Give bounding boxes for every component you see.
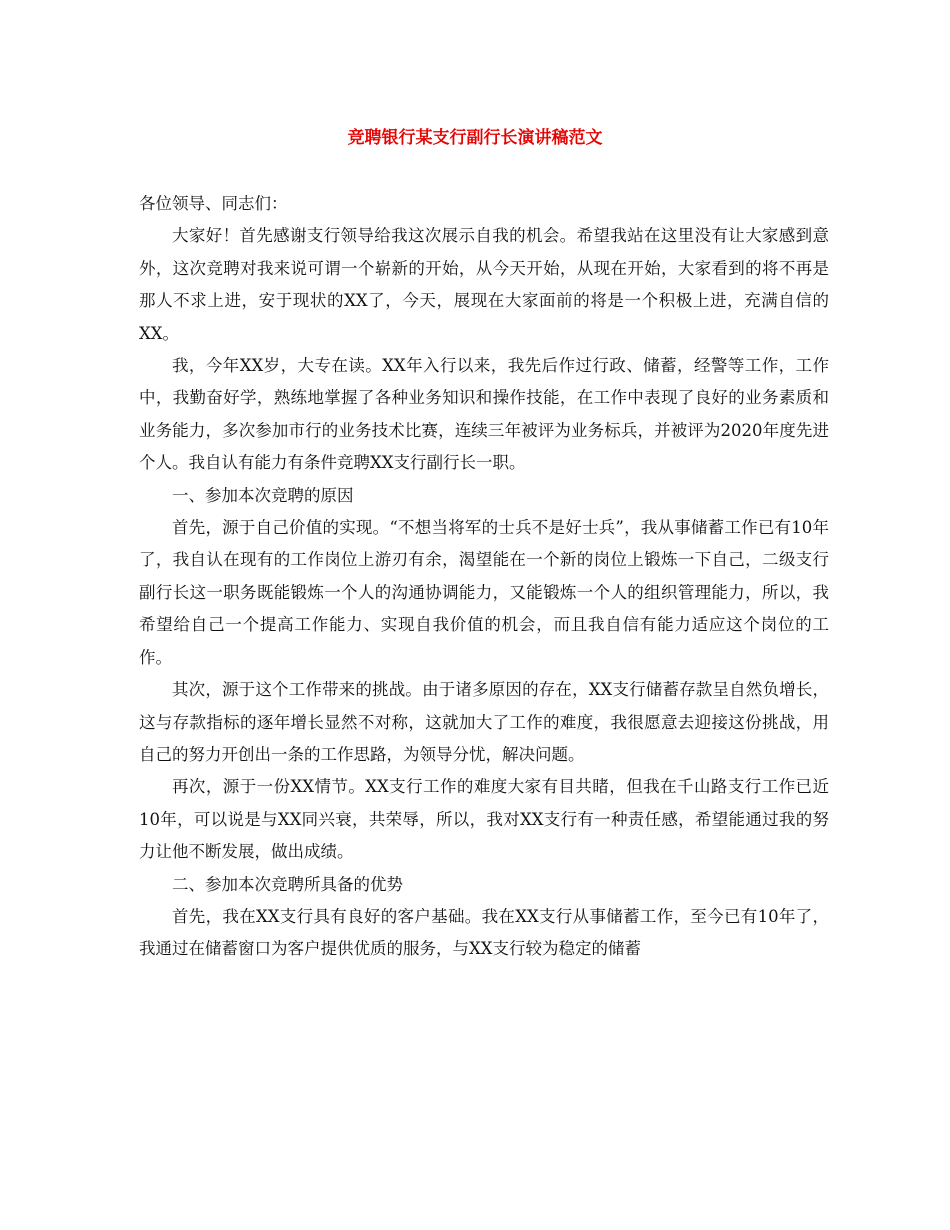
salutation: 各位领导、同志们：: [139, 194, 288, 213]
paragraph: 首先，源于自己价值的实现。“不想当将军的士兵不是好士兵”，我从事储蓄工作已有10年了，我自认在现有的工作岗位上游刃有余，渴望能在一个新的岗位上锻炼一下自己，二级支行副行长这一职务既能锻炼一个人的沟通协调能力，又能锻炼一个人的组织管理能力，所以，我希望给自己一个提高工作能力、实现自我价值的机会，而且我自信有能力适应这个岗位的工作。: [139, 518, 829, 667]
paragraph: 首先，我在XX支行具有良好的客户基础。我在XX支行从事储蓄工作，至今已有10年了，我通过在储蓄窗口为客户提供优质的服务，与XX支行较为稳定的储蓄: [139, 906, 829, 959]
section-heading: 二、参加本次竞聘所具备的优势: [172, 874, 403, 894]
section-heading: 一、参加本次竞聘的原因: [172, 485, 354, 505]
paragraph: 再次，源于一份XX情节。XX支行工作的难度大家有目共睹，但我在千山路支行工作已近10年，可以说是与XX同兴衰，共荣辱，所以，我对XX支行有一种责任感，希望能通过我的努力让他不断发展，做出成绩。: [139, 777, 829, 862]
document-title: 竞聘银行某支行副行长演讲稿范文: [347, 128, 603, 148]
paragraph: 大家好！首先感谢支行领导给我这次展示自我的机会。希望我站在这里没有让大家感到意外，这次竞聘对我来说可谓一个崭新的开始，从今天开始，从现在开始，大家看到的将不再是那人不求上进，安于现状的XX了，今天，展现在大家面前的将是一个积极上进，充满自信的XX。: [139, 226, 829, 343]
document-body: [139, 188, 829, 966]
paragraph: 我，今年XX岁，大专在读。XX年入行以来，我先后作过行政、储蓄，经警等工作，工作中，我勤奋好学，熟练地掌握了各种业务知识和操作技能，在工作中表现了良好的业务素质和业务能力，多次参加市行的业务技术比赛，连续三年被评为业务标兵，并被评为2020年度先进个人。我自认有能力有条件竞聘XX支行副行长一职。: [139, 356, 829, 473]
paragraph: 其次，源于这个工作带来的挑战。由于诸多原因的存在，XX支行储蓄存款呈自然负增长，这与存款指标的逐年增长显然不对称，这就加大了工作的难度，我很愿意去迎接这份挑战，用自己的努力开创出一条的工作思路，为领导分忧，解决问题。: [139, 680, 829, 764]
